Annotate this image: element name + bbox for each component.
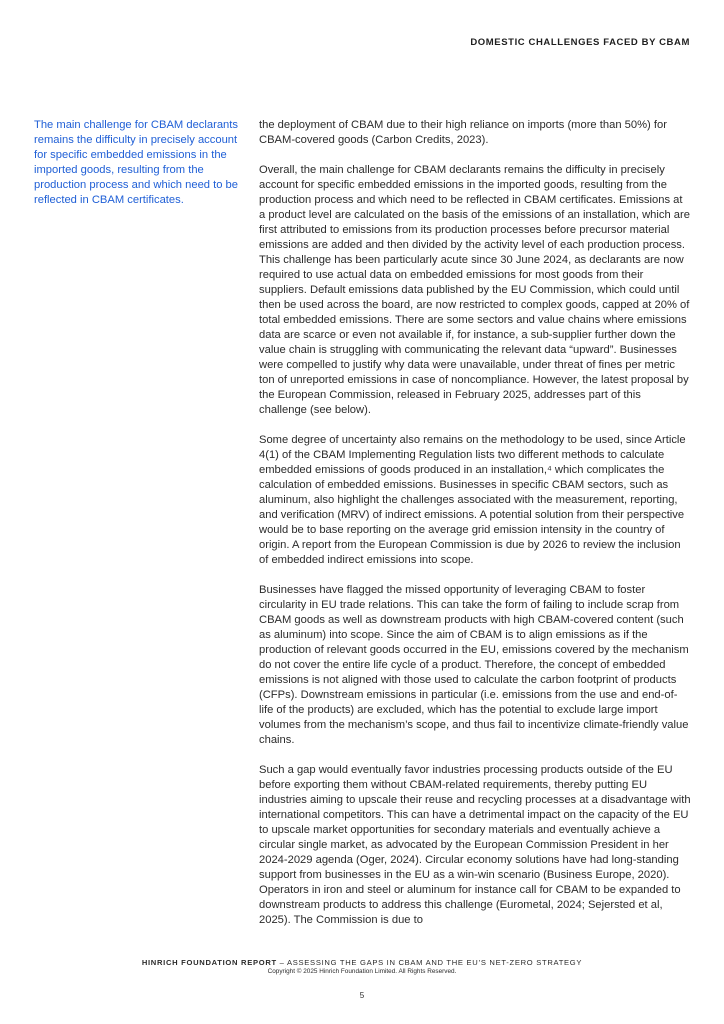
footer-report-title [0,958,724,967]
body-paragraph: Such a gap would eventually favor industries processing products outside of the EU before exporting them without CBAM-related requirements, thereby putting EU industries aiming to upscale their reuse and recycling processes at a disadvantage with international competitors. This can have a detrimental impact on the capacity of the EU to upscale market opportunities for secondary materials and eventually achieve a circular single market, as advocated by the European Commission President in her 2024-2029 agenda (Oger, 2024). Circular economy solutions have had long-standing support from businesses in the EU as a win-win scenario (Business Europe, 2020). Operators in iron and steel or aluminum for instance call for CBAM to be expanded to downstream products to address this challenge (Eurometal, 2024; Sejersted et al, 2025). The Commission is due to [259,764,691,926]
section-header: DOMESTIC CHALLENGES FACED BY CBAM [470,37,690,48]
footer-report-subtitle: – ASSESSING THE GAPS IN CBAM AND THE EU’S NET-ZERO STRATEGY [276,958,583,967]
body-paragraph: the deployment of CBAM due to their high reliance on imports (more than 50%) for CBAM-covered goods (Carbon Credits, 2023). [259,119,667,146]
footer-copyright: Copyright © 2025 Hinrich Foundation Limited. All Rights Reserved. [267,968,457,975]
body-text [259,118,691,928]
body-paragraph: Overall, the main challenge for CBAM declarants remains the difficulty in precisely account for specific embedded emissions in the imported goods, resulting from the production process and which need to be reflected in CBAM certificates. Emissions at a product level are calculated on the basis of the emissions of an installation, which are first attributed to emissions from its production processes before precursor material emissions are added and then divided by the activity level of each production process. This challenge has been particularly acute since 30 June 2024, as declarants are now required to use actual data on embedded emissions for most goods from their suppliers. Default emissions data published by the EU Commission, which could until then be used across the board, are now restricted to complex goods, capped at 20% of total embedded emissions. There are some sectors and value chains where emissions data are scarce or even not available if, for instance, a sub-supplier further down the value chain is struggling with communicating the relevant data “upward”. Businesses were compelled to justify why data were unavailable, under threat of fines per metric ton of unreported emissions in case of noncompliance. However, the latest proposal by the European Commission, released in February 2025, addresses part of this challenge (see below). [259,164,690,416]
body-paragraph: Businesses have flagged the missed opportunity of leveraging CBAM to foster circularity in EU trade relations. This can take the form of failing to include scrap from CBAM goods as well as downstream products with high CBAM-covered content (such as aluminum) into scope. Since the aim of CBAM is to align emissions as if the production of relevant goods occurred in the EU, emissions covered by the mechanism do not cover the entire life cycle of a product. Therefore, the concept of embedded emissions is not aligned with those used to calculate the carbon footprint of products (CFPs). Downstream emissions in particular (i.e. emissions from the use and end-of-life of the products) are excluded, which has the potential to exclude large import volumes from the mechanism’s scope, and thus fail to incentivize climate-friendly value chains. [259,584,689,746]
pull-quote: The main challenge for CBAM declarants remains the difficulty in precisely account for specific embedded emissions in the imported goods, resulting from the production process and which need to be reflected in CBAM certificates. [34,119,238,206]
page-number: 5 [359,991,365,1000]
footer-report-org: HINRICH FOUNDATION REPORT [141,958,277,967]
body-paragraph: Some degree of uncertainty also remains on the methodology to be used, since Article 4(1) of the CBAM Implementing Regulation lists two different methods to calculate embedded emissions of goods produced in an installation,⁴ which complicates the calculation of embedded emissions. Businesses in specific CBAM sectors, such as aluminum, also highlight the challenges associated with the measurement, reporting, and verification (MRV) of indirect emissions. A potential solution from their perspective would be to base reporting on the average grid emission intensity in the country of origin. A report from the European Commission is due by 2026 to review the inclusion of embedded indirect emissions into scope. [259,434,686,566]
